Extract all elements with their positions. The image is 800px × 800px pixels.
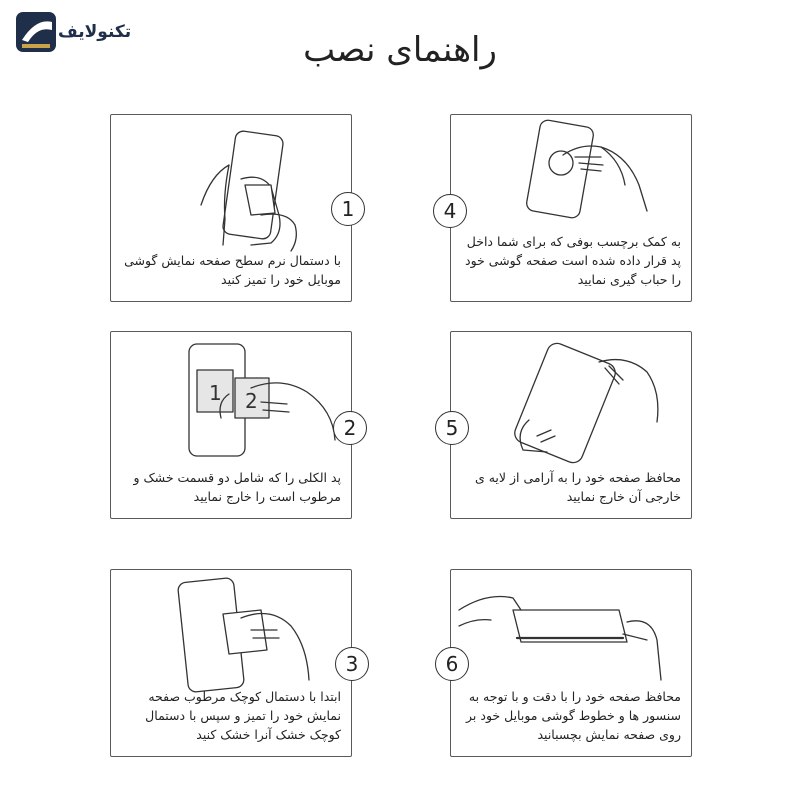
brand-name: تکنولایف [58,22,132,42]
step-6-instruction: محافظ صفحه خود را با دقت و با توجه به سنسور ها و خطوط گوشی موبایل خود بر روی صفحه نمایش بچسبانید [466,689,681,742]
step-number-3: 3 [335,647,369,681]
page-title: راهنمای نصب [303,30,497,70]
pad-side-2-label: 2 [245,389,258,413]
step-number-1: 1 [331,192,365,226]
step-card-5 [450,331,692,519]
pad-side-1-label: 1 [209,381,222,405]
step-number-6: 6 [435,647,469,681]
step-5-instruction: محافظ صفحه خود را به آرامی از لایه ی خارجی آن خارج نمایید [474,470,681,504]
step-card-1 [110,114,352,302]
step-card-4 [450,114,692,302]
step-card-2 [110,331,352,519]
step-card-6 [450,569,692,757]
step-number-5: 5 [435,411,469,445]
step-2-instruction: پد الکلی را که شامل دو قسمت خشک و مرطوب است را خارج نمایید [133,470,341,504]
step-number-4: 4 [433,194,467,228]
step-1-instruction: با دستمال نرم سطح صفحه نمایش گوشی موبایل خود را تمیز کنید [124,253,341,287]
step-3-instruction: ابتدا با دستمال کوچک مرطوب صفحه نمایش خود را تمیز و سپس با دستمال کوچک خشک آنرا خشک کنید [145,689,341,742]
step-card-3 [110,569,352,757]
step-number-2: 2 [333,411,367,445]
step-4-instruction: به کمک برچسب بوفی که برای شما داخل پد قرار داده شده است صفحه گوشی خود را حباب گیری نمایید [465,234,681,287]
